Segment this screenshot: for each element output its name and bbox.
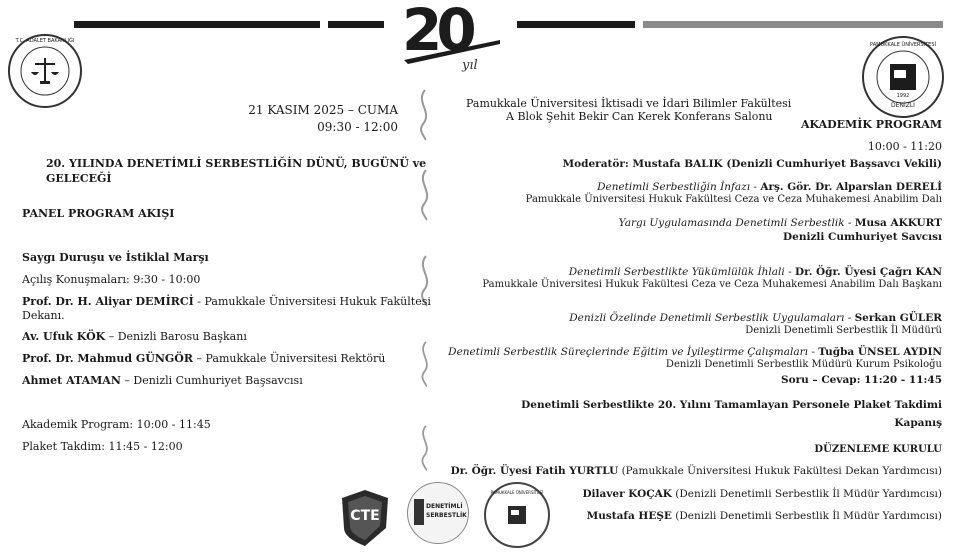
venue-line-2: A Blok Şehit Bekir Can Kerek Konferans Salonu	[506, 110, 773, 123]
swirl-ornament-1-icon	[413, 88, 435, 142]
swirl-ornament-2-icon	[414, 168, 436, 222]
swirl-ornament-5-icon	[414, 424, 436, 472]
panel-title-line-2: GELECEĞİ	[46, 172, 112, 185]
cte-logo-text: CTE	[350, 508, 380, 524]
talk-4-affiliation: Denizli Denetimli Serbestlik İl Müdürü	[745, 325, 942, 336]
event-date: 21 KASIM 2025 – CUMA	[248, 103, 398, 117]
adalet-bakanligi-seal	[8, 34, 82, 108]
anniversary-logo	[400, 0, 504, 80]
committee-member-2: Dilaver KOÇAK (Denizli Denetimli Serbestlik İl Müdür Yardımcısı)	[582, 488, 942, 500]
top-bar-right	[643, 21, 943, 28]
academic-program-heading: AKADEMİK PROGRAM	[800, 118, 942, 131]
talk-4: Denizli Özelinde Denetimli Serbestlik Uygulamaları - Serkan GÜLER	[569, 312, 942, 324]
top-bar-mid-left	[328, 21, 384, 28]
talk-2: Yargı Uygulamasında Denetimli Serbestlik - Musa AKKURT	[618, 217, 942, 229]
event-time: 09:30 - 12:00	[317, 120, 398, 134]
top-bar-mid-right	[517, 21, 635, 28]
talk-3: Denetimli Serbestlikte Yükümlülük İhlali - Dr. Öğr. Üyesi Çağrı KAN	[568, 266, 942, 278]
academic-program-time: Akademik Program: 10:00 - 11:45	[22, 418, 211, 431]
ds-logo-mark-icon	[414, 499, 424, 525]
talk-5-affiliation: Denizli Denetimli Serbestlik Müdürü Kurum Psikoloğu	[665, 359, 942, 370]
panel-title-line-1: 20. YILINDA DENETİMLİ SERBESTLİĞİN DÜNÜ, BUGÜNÜ ve	[46, 157, 427, 170]
program-item-4: Av. Ufuk KÖK – Denizli Barosu Başkanı	[22, 330, 247, 343]
venue-line-1: Pamukkale Üniversitesi İktisadi ve İdari Bilimler Fakültesi	[466, 97, 792, 110]
academic-program-time-right: 10:00 - 11:20	[867, 140, 942, 153]
talk-1-affiliation: Pamukkale Üniversitesi Hukuk Fakültesi Ceza ve Ceza Muhakemesi Anabilim Dalı	[525, 194, 942, 205]
panel-program-heading: PANEL PROGRAM AKIŞI	[22, 207, 175, 220]
pau-seal	[862, 36, 944, 118]
anniversary-number: 20	[402, 0, 471, 64]
right-seal-year: 1992	[896, 93, 910, 99]
closing: Kapanış	[894, 417, 942, 429]
left-seal-text: T.C. ADALET BAKANLIĞI	[15, 38, 75, 44]
talk-3-affiliation: Pamukkale Üniversitesi Hukuk Fakültesi Ceza ve Ceza Muhakemesi Anabilim Dalı Başkanı	[482, 279, 942, 290]
plaque-ceremony: Denetimli Serbestlikte 20. Yılını Tamamlayan Personele Plaket Takdimi	[521, 399, 942, 411]
qa-session: Soru – Cevap: 11:20 - 11:45	[781, 374, 942, 386]
program-item-1: Saygı Duruşu ve İstiklal Marşı	[22, 251, 209, 264]
top-bar-left	[74, 21, 320, 28]
program-item-6: Ahmet ATAMAN – Denizli Cumhuriyet Başsavcısı	[22, 374, 303, 387]
committee-member-3: Mustafa HEŞE (Denizli Denetimli Serbestlik İl Müdür Yardımcısı)	[586, 510, 942, 522]
committee-member-1: Dr. Öğr. Üyesi Fatih YURTLU (Pamukkale Üniversitesi Hukuk Fakültesi Dekan Yardımcısı)	[450, 465, 942, 477]
program-item-3-cont: Dekanı.	[22, 309, 65, 322]
pau-footer-logo-text: PAMUKKALE ÜNİVERSİTESİ	[490, 490, 544, 495]
seal-scales-icon	[10, 36, 80, 106]
ds-logo-line-2: SERBESTLİK	[426, 512, 467, 519]
award-time: Plaket Takdim: 11:45 - 12:00	[22, 440, 183, 453]
swirl-ornament-4-icon	[414, 340, 436, 388]
ds-logo-line-1: DENETİMLİ	[426, 503, 463, 510]
right-seal-text: PAMUKKALE ÜNİVERSİTESİ	[870, 42, 936, 48]
cte-logo	[338, 488, 392, 548]
talk-5: Denetimli Serbestlik Süreçlerinde Eğitim ve İyileştirme Çalışmaları - Tuğba ÜNSEL AYDIN	[448, 346, 942, 358]
right-seal-city: DENİZLİ	[891, 102, 915, 109]
program-item-2: Açılış Konuşmaları: 9:30 - 10:00	[22, 273, 201, 286]
talk-1: Denetimli Serbestliğin İnfazı - Arş. Gör. Dr. Alparslan DERELİ	[597, 181, 942, 193]
program-item-3: Prof. Dr. H. Aliyar DEMİRCİ - Pamukkale Üniversitesi Hukuk Fakültesi	[22, 295, 431, 308]
denetimli-serbestlik-logo	[407, 482, 469, 544]
committee-heading: DÜZENLEME KURULU	[814, 444, 942, 455]
anniversary-suffix: yıl	[462, 58, 478, 73]
moderator: Moderatör: Mustafa BALIK (Denizli Cumhuriyet Başsavcı Vekili)	[562, 158, 942, 170]
talk-2-affiliation: Denizli Cumhuriyet Savcısı	[783, 231, 942, 243]
pau-footer-logo	[484, 482, 550, 548]
program-item-5: Prof. Dr. Mahmud GÜNGÖR – Pamukkale Üniversitesi Rektörü	[22, 352, 386, 365]
